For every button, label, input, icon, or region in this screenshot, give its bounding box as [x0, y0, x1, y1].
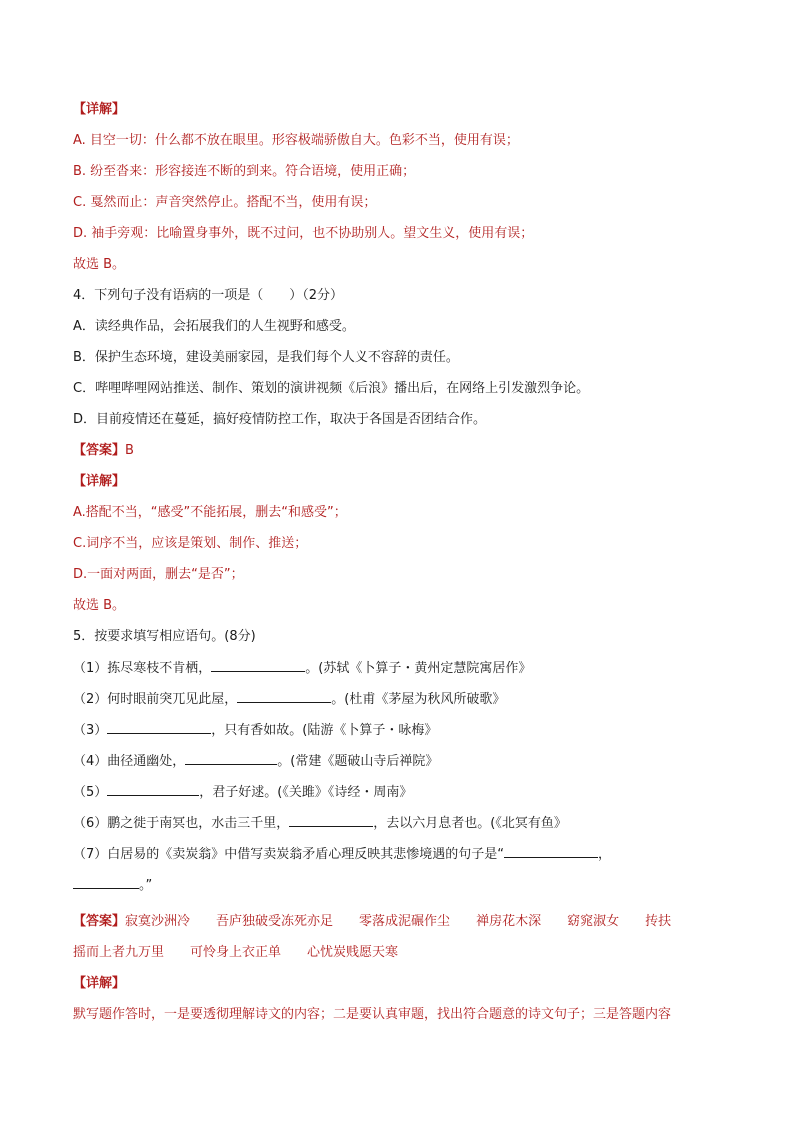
q5-answer-2: 吾庐独破受冻死亦足	[216, 914, 334, 929]
q4-explain-a: A.搭配不当，“感受”不能拓展，删去“和感受”；	[73, 505, 347, 520]
q5-item-3-post: ，只有香如故。(陆游《卜算子・咏梅》	[211, 723, 438, 738]
q4-option-b: B．保护生态环境，建设美丽家园，是我们每个人义不容辞的责任。	[73, 350, 459, 365]
q4-explain-c: C.词序不当，应该是策划、制作、推送；	[73, 536, 308, 551]
q5-explain-heading: 【详解】	[73, 976, 126, 991]
q5-item-3	[73, 721, 723, 740]
q5-item-5-post: ，君子好逑。(《关雎》《诗经・周南》	[199, 785, 413, 800]
q5-answer-line1	[73, 913, 723, 931]
q5-blank-2[interactable]	[237, 690, 331, 703]
q5-blank-1[interactable]	[211, 659, 305, 672]
q4-answer-value: B	[125, 443, 134, 458]
q5-blank-3[interactable]	[107, 721, 211, 734]
q5-answer-7: 可怜身上衣正单	[190, 945, 282, 960]
q5-explain-text: 默写题作答时，一是要透彻理解诗文的内容；二是要认真审题，找出符合题意的诗文句子；三是答题内容	[73, 1007, 672, 1022]
q5-item-1-post: 。(苏轼《卜算子・黄州定慧院寓居作》	[305, 661, 532, 676]
explain-line-d: D. 袖手旁观：比喻置身事外，既不过问，也不协助别人。望文生义，使用有误；	[73, 226, 534, 241]
q4-option-d: D．目前疫情还在蔓延，搞好疫情防控工作，取决于各国是否团结合作。	[73, 412, 487, 427]
q5-answer-4: 禅房花木深	[476, 914, 542, 929]
q5-item-4-post: 。(常建《题破山寺后禅院》	[277, 754, 439, 769]
q5-item-3-pre: （3）	[73, 723, 108, 738]
q4-conclusion: 故选 B。	[73, 598, 126, 613]
q5-stem: 5．按要求填写相应语句。(8分)	[73, 629, 256, 644]
q5-item-6-pre: （6）鹏之徙于南冥也，水击三千里，	[73, 816, 290, 831]
q5-blank-4[interactable]	[185, 752, 277, 765]
q5-item-7-line1	[73, 845, 723, 864]
q5-blank-6[interactable]	[289, 814, 373, 827]
q5-item-6-post: ，去以六月息者也。(《北冥有鱼》	[373, 816, 567, 831]
q5-blank-7a[interactable]	[504, 845, 598, 858]
q5-answer-6b: 摇而上者九万里	[73, 945, 165, 960]
explain-line-c: C. 戛然而止：声音突然停止。搭配不当，使用有误；	[73, 195, 377, 210]
q4-answer-label: 【答案】	[73, 443, 126, 458]
q5-item-7-post: 。”	[139, 878, 153, 893]
q5-item-6	[73, 814, 723, 833]
explain-conclusion: 故选 B。	[73, 257, 126, 272]
q5-answer-1: 寂寞沙洲冷	[125, 914, 191, 929]
q5-item-2	[73, 690, 723, 709]
q5-item-5	[73, 783, 723, 802]
q4-explain-d: D.一面对两面，删去“是否”；	[73, 567, 244, 582]
q5-answer-8: 心忧炭贱愿天寒	[307, 945, 399, 960]
q5-item-5-pre: （5）	[73, 785, 108, 800]
q5-item-2-pre: （2）何时眼前突兀见此屋，	[73, 692, 238, 707]
explain-line-a: A. 目空一切：什么都不放在眼里。形容极端骄傲自大。色彩不当，使用有误；	[73, 133, 519, 148]
q5-item-4-pre: （4）曲径通幽处，	[73, 754, 186, 769]
explain-line-b: B. 纷至沓来：形容接连不断的到来。符合语境，使用正确；	[73, 164, 416, 179]
q5-item-7-mid: ，	[598, 847, 612, 862]
q5-item-1-pre: （1）拣尽寒枝不肯栖，	[73, 661, 212, 676]
q5-item-2-post: 。(杜甫《茅屋为秋风所破歌》	[331, 692, 506, 707]
q5-item-7-pre: （7）白居易的《卖炭翁》中借写卖炭翁矛盾心理反映其悲惨境遇的句子是“	[73, 847, 505, 862]
q4-explain-heading: 【详解】	[73, 474, 126, 489]
q5-item-7-line2	[73, 876, 723, 895]
q4-stem: 4．下列句子没有语病的一项是（ ）（2分）	[73, 288, 344, 303]
q5-item-4	[73, 752, 723, 771]
q5-answer-label: 【答案】	[73, 914, 126, 929]
q4-option-a: A．读经典作品，会拓展我们的人生视野和感受。	[73, 319, 355, 334]
q5-blank-7b[interactable]	[73, 876, 139, 889]
q5-answer-5: 窈窕淑女	[567, 914, 620, 929]
q5-blank-5[interactable]	[107, 783, 199, 796]
explain-heading: 【详解】	[73, 102, 126, 117]
q5-answer-3: 零落成泥碾作尘	[359, 914, 451, 929]
q4-answer	[73, 442, 723, 460]
q5-answer-6a: 抟扶	[645, 914, 672, 929]
q5-answer-line2	[73, 944, 723, 962]
q5-item-1	[73, 659, 723, 678]
q4-option-c: C．哔哩哔哩网站推送、制作、策划的演讲视频《后浪》播出后，在网络上引发激烈争论。	[73, 381, 590, 396]
